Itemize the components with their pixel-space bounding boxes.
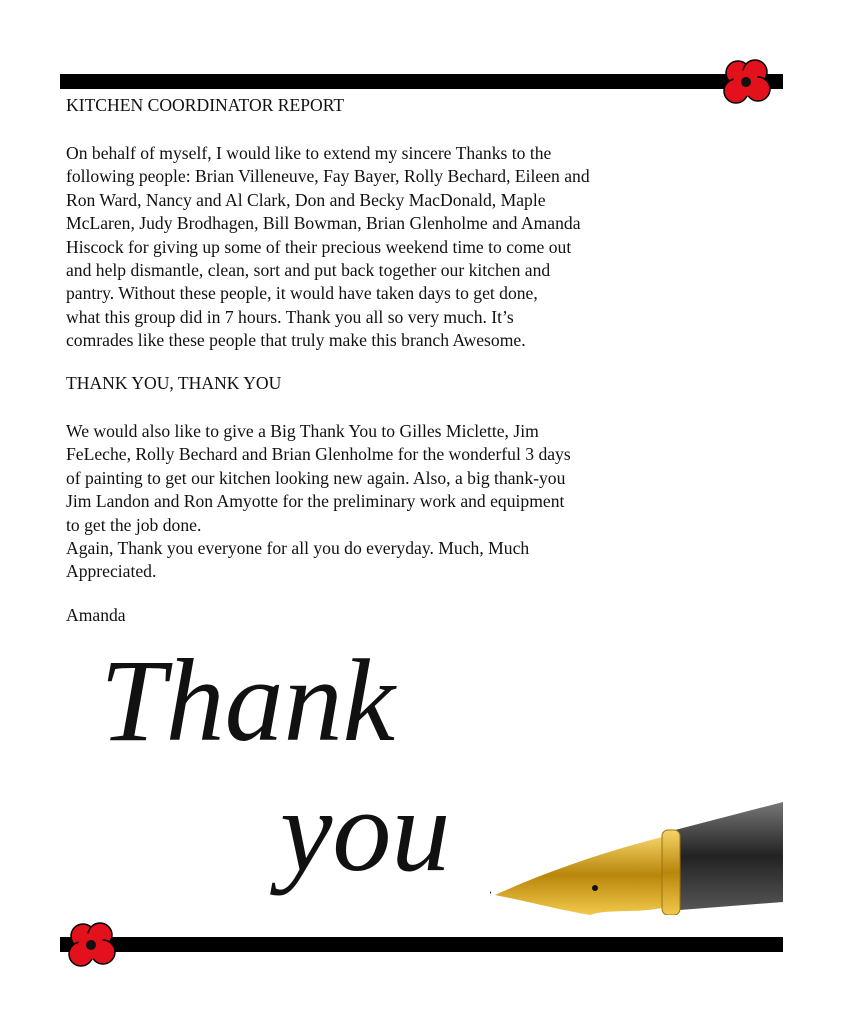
paragraph-line: Again, Thank you everyone for all you do everyday. Much, Much xyxy=(66,538,530,559)
thanks-paragraph xyxy=(66,142,590,353)
paragraph-line: Jim Landon and Ron Amyotte for the preliminary work and equipment xyxy=(66,491,565,512)
bottom-divider-bar xyxy=(60,937,783,952)
paragraph-line: to get the job done. xyxy=(66,514,202,535)
paragraph-line: what this group did in 7 hours. Thank you all so very much. It’s xyxy=(66,306,514,327)
top-divider-bar xyxy=(60,74,783,89)
script-word-you: you xyxy=(280,765,451,896)
fountain-pen-icon xyxy=(490,790,785,915)
paragraph-line: Hiscock for giving up some of their precious weekend time to come out xyxy=(66,236,572,257)
paragraph-line: comrades like these people that truly make this branch Awesome. xyxy=(66,330,526,351)
paragraph-line: Ron Ward, Nancy and Al Clark, Don and Becky MacDonald, Maple xyxy=(66,189,546,210)
signature-name: Amanda xyxy=(66,605,126,625)
poppy-icon xyxy=(720,57,772,109)
thank-you-subheading: THANK YOU, THANK YOU xyxy=(66,373,282,393)
script-word-thank: Thank xyxy=(100,635,395,766)
paragraph-line: On behalf of myself, I would like to extend my sincere Thanks to the xyxy=(66,143,552,163)
paragraph-line: McLaren, Judy Brodhagen, Bill Bowman, Brian Glenholme and Amanda xyxy=(66,213,581,234)
paragraph-line: and help dismantle, clean, sort and put back together our kitchen and xyxy=(66,260,551,281)
poppy-icon xyxy=(65,920,117,972)
paragraph-line: Appreciated. xyxy=(66,561,157,582)
report-heading: KITCHEN COORDINATOR REPORT xyxy=(66,95,345,115)
paragraph-line: FeLeche, Rolly Bechard and Brian Glenholme for the wonderful 3 days xyxy=(66,444,571,465)
paragraph-line: We would also like to give a Big Thank You to Gilles Miclette, Jim xyxy=(66,421,539,441)
paragraph-line: pantry. Without these people, it would have taken days to get done, xyxy=(66,283,538,304)
paragraph-line: of painting to get our kitchen looking new again. Also, a big thank-you xyxy=(66,467,566,488)
thank-you-script-artwork xyxy=(90,620,520,900)
painting-thanks-paragraph xyxy=(66,420,571,584)
paragraph-line: following people: Brian Villeneuve, Fay Bayer, Rolly Bechard, Eileen and xyxy=(66,166,590,187)
